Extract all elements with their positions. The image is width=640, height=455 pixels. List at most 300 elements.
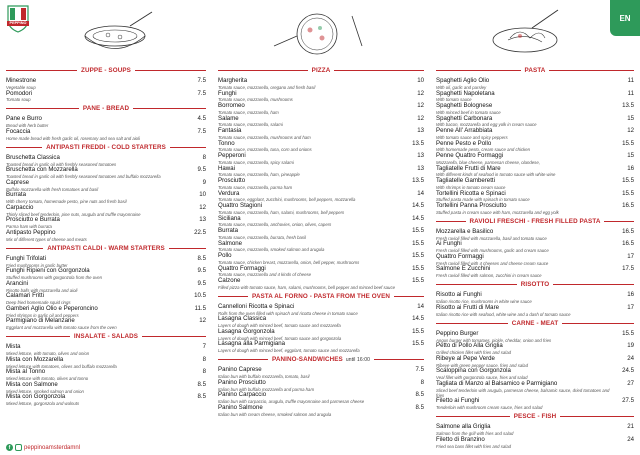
section-title xyxy=(218,356,424,363)
menu-item-description: Tomato sauce, mozzarella, tuna, corn and onions xyxy=(218,147,312,153)
menu-item-price: 10 xyxy=(417,77,424,84)
menu-item-description: Italian risotto rice, mushrooms in white wine sauce xyxy=(436,299,532,305)
menu-item-description: Fresh ravioli filled with 4 cheeses and cheese cream sauce xyxy=(436,260,549,266)
menu-item-description: Layers of dough with minced beef, eggplant, tomato sauce and mozzarella xyxy=(218,348,360,354)
menu-item-description: With homemade pesto, cream sauce and chicken xyxy=(436,147,531,153)
menu-item xyxy=(6,268,206,280)
menu-item-name: Tortellini Panna Prosciutto xyxy=(436,202,507,209)
menu-item xyxy=(436,381,634,398)
section-title xyxy=(6,245,206,252)
menu-item xyxy=(6,129,206,141)
menu-item-description: With tomato sauce and spicy peppers xyxy=(436,134,508,140)
menu-item-price: 24 xyxy=(627,354,634,362)
menu-item xyxy=(6,369,206,381)
menu-item-description: Italian bun with cream cheese, smoked salmon and arugula xyxy=(218,411,332,417)
menu-item-description: Home made bread with fresh garlic oil, rosemary and sea salt and aioli xyxy=(6,135,140,141)
pasta-plate-illustration xyxy=(470,6,580,58)
menu-item xyxy=(6,357,206,369)
menu-item-description: With minced beef in tomato sauce xyxy=(436,109,501,115)
menu-item xyxy=(436,128,634,140)
menu-item-price: 7.5 xyxy=(197,127,206,135)
menu-column-right xyxy=(436,64,634,449)
menu-item xyxy=(218,392,424,404)
menu-item-description: Tomato sauce, mozzarella, burrata, fresh basil xyxy=(218,234,306,240)
menu-item xyxy=(436,103,634,115)
menu-item xyxy=(436,178,634,190)
brand-name: PEPPINO xyxy=(9,21,27,25)
section-title-text: PESCE - FISH xyxy=(513,413,557,421)
menu-item-name: Funghi xyxy=(218,89,237,97)
menu-item xyxy=(436,356,634,368)
menu-item-name: Fantasia xyxy=(218,127,242,134)
menu-item-name: Quattro Formaggi xyxy=(436,252,484,260)
menu-item-name: Salmone E Zucchini xyxy=(436,265,491,273)
menu-item-name: Mista xyxy=(6,343,21,351)
menu-item xyxy=(6,78,206,90)
section-title-text: CARNE - MEAT xyxy=(511,319,559,327)
menu-item-price: 9 xyxy=(202,178,206,186)
menu-item-name: Burrata xyxy=(6,191,26,199)
menu-item-description: Italian bun with carpaccio, arugula, truffle mayonnaise and parmesan cheese xyxy=(218,399,365,405)
menu-item xyxy=(6,180,206,192)
menu-item-description: Parma ham with burrata xyxy=(6,224,52,230)
menu-item-name: Panino Carpaccio xyxy=(218,391,267,399)
menu-item-name: Filetto ai Funghi xyxy=(436,397,480,405)
menu-item-description: With cherry tomato, homemade pesto, pine nuts and fresh basil xyxy=(6,199,127,205)
menu-item xyxy=(6,217,206,229)
menu-item xyxy=(218,141,424,153)
menu-item-price: 15 xyxy=(627,152,634,159)
menu-item-description: Fresh ravioli filled with mozzarella, basil and tomato sauce xyxy=(436,235,547,241)
menu-item xyxy=(436,78,634,90)
menu-item xyxy=(436,91,634,103)
menu-item xyxy=(218,78,424,90)
menu-item-description: Fresh ravioli filled with mushrooms, garlic and cream sauce xyxy=(436,248,549,254)
menu-item-name: Arancini xyxy=(6,279,29,287)
menu-item-price: 7.5 xyxy=(197,77,206,84)
menu-item-description: Italian risotto rice with seafood, white wine and a dash of tomato sauce xyxy=(436,311,571,317)
menu-item-description: Buffalo mozzarella with fresh tomatoes and basil xyxy=(6,186,99,192)
menu-item-name: Spaghetti Bolognese xyxy=(436,102,493,109)
menu-item-price: 16.5 xyxy=(622,227,634,235)
menu-item-name: Mozzarella e Basilico xyxy=(436,227,494,235)
menu-item-description: Sliced beef tenderloin with arugula, parmesan cheese, balsamic sauce, dried tomatoes and fries xyxy=(436,387,610,398)
menu-item-price: 10.5 xyxy=(194,292,206,300)
social-handle[interactable]: peppinoamsterdamnl xyxy=(24,444,81,451)
menu-item-name: Funghi Trifolati xyxy=(6,254,46,262)
menu-item-description: Tomato sauce, mozzarella, salami xyxy=(218,122,283,128)
menu-item-description: Tomato sauce, mozzarella, parma ham xyxy=(218,184,293,190)
menu-item-name: Panino Salmone xyxy=(218,403,263,411)
menu-item xyxy=(218,405,424,417)
menu-item xyxy=(218,329,424,341)
section-title xyxy=(6,333,206,340)
menu-item-name: Lasagna Classica xyxy=(218,315,267,323)
menu-item-price: 8.5 xyxy=(197,393,206,401)
section-title-text: PANE - BREAD xyxy=(82,105,130,113)
menu-item-name: Lasagna Gorgonzola xyxy=(218,327,275,335)
menu-item-price: 7.5 xyxy=(197,89,206,97)
menu-item-price: 13.5 xyxy=(412,177,424,184)
menu-item-price: 13 xyxy=(199,216,206,224)
menu-item xyxy=(436,305,634,317)
menu-item-name: Mista con Gorgonzola xyxy=(6,393,66,401)
menu-item-name: Filetto di Branzino xyxy=(436,435,485,443)
menu-item-price: 8 xyxy=(202,153,206,161)
menu-item xyxy=(436,116,634,128)
menu-item-description: Fried shrimps in garlic oil and peppers xyxy=(6,312,79,318)
menu-item xyxy=(436,331,634,343)
menu-item-name: Penne Quattro Formaggi xyxy=(436,152,504,159)
menu-item xyxy=(218,216,424,228)
menu-item-name: Tonno xyxy=(218,139,235,147)
menu-item-description: Ribeye with green pepper sauce, fries and salad xyxy=(436,362,528,368)
menu-item-description: Mozzarella, blue cheese, parmesan cheese, olandese, xyxy=(436,159,540,165)
menu-item-description: Mixed lettuce, smoked salmon and onion xyxy=(6,388,84,394)
menu-item-description: Stuffed pasta made with spinach in tomato sauce xyxy=(436,197,530,203)
menu-item-price: 12 xyxy=(199,203,206,211)
menu-item-name: Spaghetti Napoletana xyxy=(436,89,495,97)
menu-item-name: Tagliatelle Frutti di Mare xyxy=(436,164,501,172)
menu-item-price: 14.5 xyxy=(412,214,424,222)
menu-item-name: Spaghetti Carbonara xyxy=(436,114,493,122)
menu-item-description: Eggplant and mozzarella with tomato sauce from the oven xyxy=(6,325,117,331)
menu-item-price: 12 xyxy=(627,127,634,134)
menu-item xyxy=(6,318,206,330)
menu-item xyxy=(218,191,424,203)
menu-item-price: 15.5 xyxy=(412,252,424,259)
menu-item xyxy=(6,344,206,356)
menu-item-name: Quattro Formaggi xyxy=(218,264,266,272)
menu-item-price: 9.5 xyxy=(197,166,206,174)
language-button[interactable]: EN xyxy=(610,0,640,36)
menu-item xyxy=(436,166,634,178)
menu-item-name: Funghi Ripieni con Gorgonzola xyxy=(6,267,90,275)
section-title xyxy=(436,320,634,327)
menu-item-description: Stuffed pasta in cream sauce with ham, mozzarella and egg yolk xyxy=(436,209,559,215)
menu-column-left xyxy=(6,64,206,407)
menu-item-name: Mista con Salmone xyxy=(6,380,58,388)
menu-item-description: Vegetable soup xyxy=(6,84,36,90)
menu-item xyxy=(6,167,206,179)
menu-item-name: Focaccia xyxy=(6,127,31,135)
menu-item-price: 13.5 xyxy=(412,139,424,147)
menu-item-price: 7.5 xyxy=(415,366,424,374)
menu-item-price: 15.5 xyxy=(412,227,424,234)
menu-item-description: Veal fillet with gorgonzola sauce, fries and salad xyxy=(436,375,528,381)
menu-item-description: Tomato sauce, mozzarella, mushrooms and ham xyxy=(218,134,311,140)
menu-item-name: Prosciutto e Burrata xyxy=(6,216,60,224)
menu-item-description: Fresh ravioli filled with salmon, zucchini in cream sauce xyxy=(436,273,542,279)
instagram-icon[interactable] xyxy=(15,444,22,451)
menu-item-description: Angus burger with tomatoes, pickle, cheddar, onion and fries xyxy=(436,337,552,343)
section-title-text: PASTA AL FORNO - PASTA FROM THE OVEN xyxy=(251,292,391,300)
menu-item-name: Scaloppina con Gorgonzola xyxy=(436,367,511,375)
menu-item-name: Hawai xyxy=(218,164,235,172)
menu-item xyxy=(436,266,634,278)
menu-item-description: With shrimps in tomato cream sauce xyxy=(436,184,506,190)
menu-item-price: 16 xyxy=(627,291,634,299)
menu-item-name: Salmone alla Griglia xyxy=(436,423,491,431)
menu-item-description: Toasted bread in garlic oil with freshly seasoned tomatoes xyxy=(6,161,117,167)
menu-item xyxy=(218,128,424,140)
section-title xyxy=(6,67,206,74)
menu-item-price: 8 xyxy=(202,355,206,363)
menu-item-price: 14 xyxy=(417,302,424,310)
menu-item-price: 27 xyxy=(627,379,634,387)
menu-item-price: 15.5 xyxy=(622,189,634,197)
menu-item xyxy=(218,380,424,392)
menu-item-description: Filled pizza with tomato sauce, ham, salami, mushrooms, bell pepper and minced beef sauce xyxy=(218,284,395,290)
menu-item xyxy=(6,230,206,242)
menu-item-price: 9.5 xyxy=(197,279,206,287)
menu-item-description: Tomato sauce, mozzarella, anchovies, onion, olives, capers xyxy=(218,222,332,228)
menu-item-description: Layers of dough with minced beef, tomato sauce and gorgonzola xyxy=(218,335,342,341)
menu-item xyxy=(436,254,634,266)
menu-item-name: Pomodori xyxy=(6,89,33,97)
menu-item-name: Borromeo xyxy=(218,102,245,109)
menu-item xyxy=(436,141,634,153)
menu-item-name: Pepperoni xyxy=(218,152,246,159)
menu-item-price: 15.5 xyxy=(412,340,424,348)
menu-item-price: 27.5 xyxy=(622,397,634,405)
menu-item-price: 21 xyxy=(627,423,634,431)
menu-item xyxy=(218,367,424,379)
menu-item-description: With oil, garlic and parsley xyxy=(436,84,487,90)
menu-item-price: 8.5 xyxy=(197,380,206,388)
menu-item-name: Penne Pesto e Pollo xyxy=(436,139,492,147)
section-title-text: RAVIOLI FRESCHI - FRESH FILLED PASTA xyxy=(469,217,601,225)
menu-item-price: 15.5 xyxy=(412,264,424,272)
menu-item xyxy=(436,229,634,241)
menu-item xyxy=(218,253,424,265)
menu-item-description: Mixed lettuce with tomato, olives and tonno xyxy=(6,376,89,382)
menu-item-description: Layers of dough with minced beef, tomato sauce and mozzarella xyxy=(218,323,341,329)
menu-item-description: Tomato sauce, chicken breast, mozzarella, onion, bell pepper, mushrooms xyxy=(218,259,360,265)
menu-item-name: Risotto ai Funghi xyxy=(436,291,482,299)
menu-item-price: 7 xyxy=(202,343,206,351)
menu-item-price: 13 xyxy=(417,152,424,159)
menu-item xyxy=(218,241,424,253)
menu-item-price: 9.5 xyxy=(197,267,206,275)
menu-item-name: Quattro Stagioni xyxy=(218,202,263,209)
menu-item-name: Mista con Mozzarella xyxy=(6,355,64,363)
menu-item xyxy=(436,437,634,449)
pizza-illustration xyxy=(262,6,372,58)
menu-item-name: Bruschetta Classica xyxy=(6,153,60,161)
menu-item-description: Mix of different types of cheese and meats xyxy=(6,236,87,242)
menu-item-price: 15 xyxy=(627,114,634,122)
menu-item-price: 8.5 xyxy=(415,391,424,399)
menu-item xyxy=(6,116,206,128)
menu-item-name: Salmone xyxy=(218,239,243,247)
menu-item xyxy=(218,153,424,165)
menu-item-price: 15.5 xyxy=(412,327,424,335)
menu-item xyxy=(6,394,206,406)
menu-item-name: Tortellini Ricotta e Spinaci xyxy=(436,189,506,197)
menu-item-description: Grilled chicken fillet with fries and salad xyxy=(436,350,511,356)
menu-item xyxy=(218,278,424,290)
section-title xyxy=(436,67,634,74)
menu-item xyxy=(436,241,634,253)
menu-item-description: Risotto balls with mozzarella and aioli xyxy=(6,287,78,293)
menu-item xyxy=(6,155,206,167)
section-title-text: PASTA xyxy=(524,67,546,74)
menu-item-price: 12 xyxy=(417,114,424,122)
menu-item-price: 24 xyxy=(627,435,634,443)
menu-item-description: Italian bun with buffalo mozzarella, tomato, basil xyxy=(218,374,310,380)
menu-item-name: Panino Caprese xyxy=(218,366,262,374)
menu-item xyxy=(436,343,634,355)
menu-item-description: With tomato sauce xyxy=(436,97,472,103)
menu-item-price: 14.5 xyxy=(412,315,424,323)
menu-item-description: Mixed lettuce, with tomato, olives and onion xyxy=(6,351,90,357)
section-title-text: PANINO-SANDWICHES until 16:00 xyxy=(271,356,371,364)
menu-item xyxy=(218,103,424,115)
menu-item-description: Tomato sauce, mozzarella, mushrooms xyxy=(218,97,293,103)
menu-item-description: Tomato sauce, eggplant, zucchini, mushrooms, bell peppers, mozzarella xyxy=(218,197,356,203)
menu-item xyxy=(218,316,424,328)
menu-item-description: Fried sea bass fillet with fries and salad xyxy=(436,443,511,449)
menu-item xyxy=(6,306,206,318)
menu-item xyxy=(218,304,424,316)
menu-item-name: Panino Prosciutto xyxy=(218,378,266,386)
menu-item-description: Rolls from the oven filled with spinach and ricotta cheese in tomato sauce xyxy=(218,310,358,316)
section-title-text: PIZZA xyxy=(311,67,331,74)
menu-item-description: Salmon from the grill with fries and salad xyxy=(436,431,514,437)
menu-item-description: Tomato sauce, mozzarella, oregano and fresh basil xyxy=(218,84,316,90)
menu-item-name: Pollo xyxy=(218,252,232,259)
menu-item-price: 11.5 xyxy=(194,304,206,312)
menu-item xyxy=(436,368,634,380)
menu-item xyxy=(436,153,634,165)
menu-item-name: Siciliana xyxy=(218,214,241,222)
menu-item xyxy=(218,266,424,278)
menu-item-name: Salame xyxy=(218,114,239,122)
menu-item xyxy=(218,116,424,128)
menu-item-price: 12 xyxy=(417,89,424,97)
menu-item-price: 8.5 xyxy=(415,403,424,411)
menu-item-description: Tomato sauce, mozzarella, spicy salami xyxy=(218,159,294,165)
facebook-icon[interactable]: f xyxy=(6,444,13,451)
menu-item-description: Mixed lettuce with tomatoes, olives and buffalo mozzarella xyxy=(6,363,117,369)
menu-item-price: 8.5 xyxy=(197,254,206,262)
soup-bowl-illustration xyxy=(70,6,160,58)
menu-item-name: Calzone xyxy=(218,277,241,284)
menu-item-price: 17 xyxy=(627,303,634,311)
menu-item-price: 19 xyxy=(627,342,634,350)
menu-item xyxy=(6,382,206,394)
menu-item-name: Caprese xyxy=(6,178,30,186)
menu-item-name: Prosciutto xyxy=(218,177,246,184)
menu-item-description: Tomato soup xyxy=(6,97,31,103)
menu-item-name: Mista al Tonno xyxy=(6,368,46,376)
menu-item-name: Cannelloni Ricotta e Spinaci xyxy=(218,302,295,310)
menu-item-name: Tagliatelle Gamberetti xyxy=(436,177,495,184)
menu-item xyxy=(436,424,634,436)
menu-item xyxy=(218,341,424,353)
menu-item-price: 13 xyxy=(417,127,424,134)
menu-item-name: Bruschetta con Mozzarella xyxy=(6,166,78,174)
section-title xyxy=(436,413,634,420)
social-footer xyxy=(6,444,80,451)
menu-item-name: Pane e Burro xyxy=(6,115,42,123)
section-title xyxy=(6,105,206,112)
menu-item-name: Carpaccio xyxy=(6,203,34,211)
menu-item-price: 22.5 xyxy=(194,228,206,236)
menu-item-name: Minestrone xyxy=(6,77,37,84)
menu-item-description: Tomato sauce, mozzarella and 4 kinds of cheese xyxy=(218,272,311,278)
menu-item-name: Spaghetti Aglio Olio xyxy=(436,77,490,84)
menu-item-price: 11 xyxy=(627,77,634,84)
section-title-text: RISOTTO xyxy=(520,281,550,289)
menu-item-description: Italian bun with buffalo mozzarella and parma ham xyxy=(218,386,315,392)
section-title-text: ANTIPASTI FREDDI - COLD STARTERS xyxy=(46,143,166,151)
menu-item-description: Thinly sliced beef tenderloin, pine nuts, arugula and truffle mayonnaise xyxy=(6,211,141,217)
menu-item-name: Penne All' Arrabbiata xyxy=(436,127,493,134)
menu-item-description: Tomato sauce, mozzarella, ham, salami, mushrooms, bell peppers xyxy=(218,209,345,215)
menu-item-price: 11 xyxy=(627,89,634,97)
menu-item-name: Ribeye al Pepe Verde xyxy=(436,354,495,362)
menu-item-price: 17 xyxy=(627,252,634,260)
menu-item-price: 12 xyxy=(417,102,424,109)
section-title xyxy=(218,67,424,74)
menu-item-price: 16.5 xyxy=(622,202,634,209)
menu-item-description: Tomato sauce, mozzarella, ham, pineapple xyxy=(218,172,300,178)
section-title xyxy=(6,144,206,151)
menu-item-price: 12 xyxy=(199,317,206,325)
menu-item-name: Margherita xyxy=(218,77,248,84)
menu-item-description: With different kinds of seafood in tomato sauce with white wine xyxy=(436,172,556,178)
menu-item-price: 10 xyxy=(199,191,206,199)
menu-item xyxy=(436,292,634,304)
menu-item-price: 8 xyxy=(420,378,424,386)
menu-item-name: Gamberi Aglio Olio e Peperoncino xyxy=(6,304,98,312)
menu-item-price: 17.5 xyxy=(622,265,634,273)
menu-item-description: Tomato sauce, mozzarella, smoked salmon and arugula xyxy=(218,247,325,253)
menu-item xyxy=(436,398,634,410)
menu-item-name: Ai Funghi xyxy=(436,240,462,248)
menu-item-name: Risotto ai Frutti di Mare xyxy=(436,303,499,311)
menu-item xyxy=(6,91,206,103)
menu-item-price: 15.5 xyxy=(622,139,634,147)
peppino-logo xyxy=(4,4,32,34)
menu-item-description: Fried mushrooms in garlic butter xyxy=(6,262,68,268)
menu-item-name: Peppino Burger xyxy=(436,329,479,337)
menu-item xyxy=(436,203,634,215)
menu-item xyxy=(6,256,206,268)
section-title-text: ANTIPASTI CALDI - WARM STARTERS xyxy=(47,244,165,252)
menu-item-name: Verdura xyxy=(218,189,240,197)
section-title-text: INSALATE - SALADS xyxy=(73,333,139,341)
menu-item-description: Deep fried homemade squid rings xyxy=(6,300,71,306)
menu-item-price: 4.5 xyxy=(197,115,206,123)
menu-item-price: 15.5 xyxy=(412,277,424,284)
menu-item-name: Parmigiano di Melanzane xyxy=(6,317,75,325)
menu-item-price: 14.5 xyxy=(412,202,424,209)
menu-item-price: 15.5 xyxy=(622,177,634,184)
menu-item-price: 13.5 xyxy=(622,102,634,109)
menu-item xyxy=(6,281,206,293)
menu-item xyxy=(218,166,424,178)
menu-item-name: Antipasto Peppino xyxy=(6,228,56,236)
menu-item-name: Lasagna alla Parmigiana xyxy=(218,340,286,348)
menu-item-description: Toasted bread in garlic oil with freshly seasoned tomatoes and buffalo mozzarella xyxy=(6,174,161,180)
menu-item-price: 13 xyxy=(417,164,424,172)
menu-item-description: Tenderloin with mushroom cream sauce, fries and salad xyxy=(436,405,543,411)
menu-item-description: Bread with herb butter xyxy=(6,123,49,129)
section-note: until 16:00 xyxy=(345,357,371,364)
